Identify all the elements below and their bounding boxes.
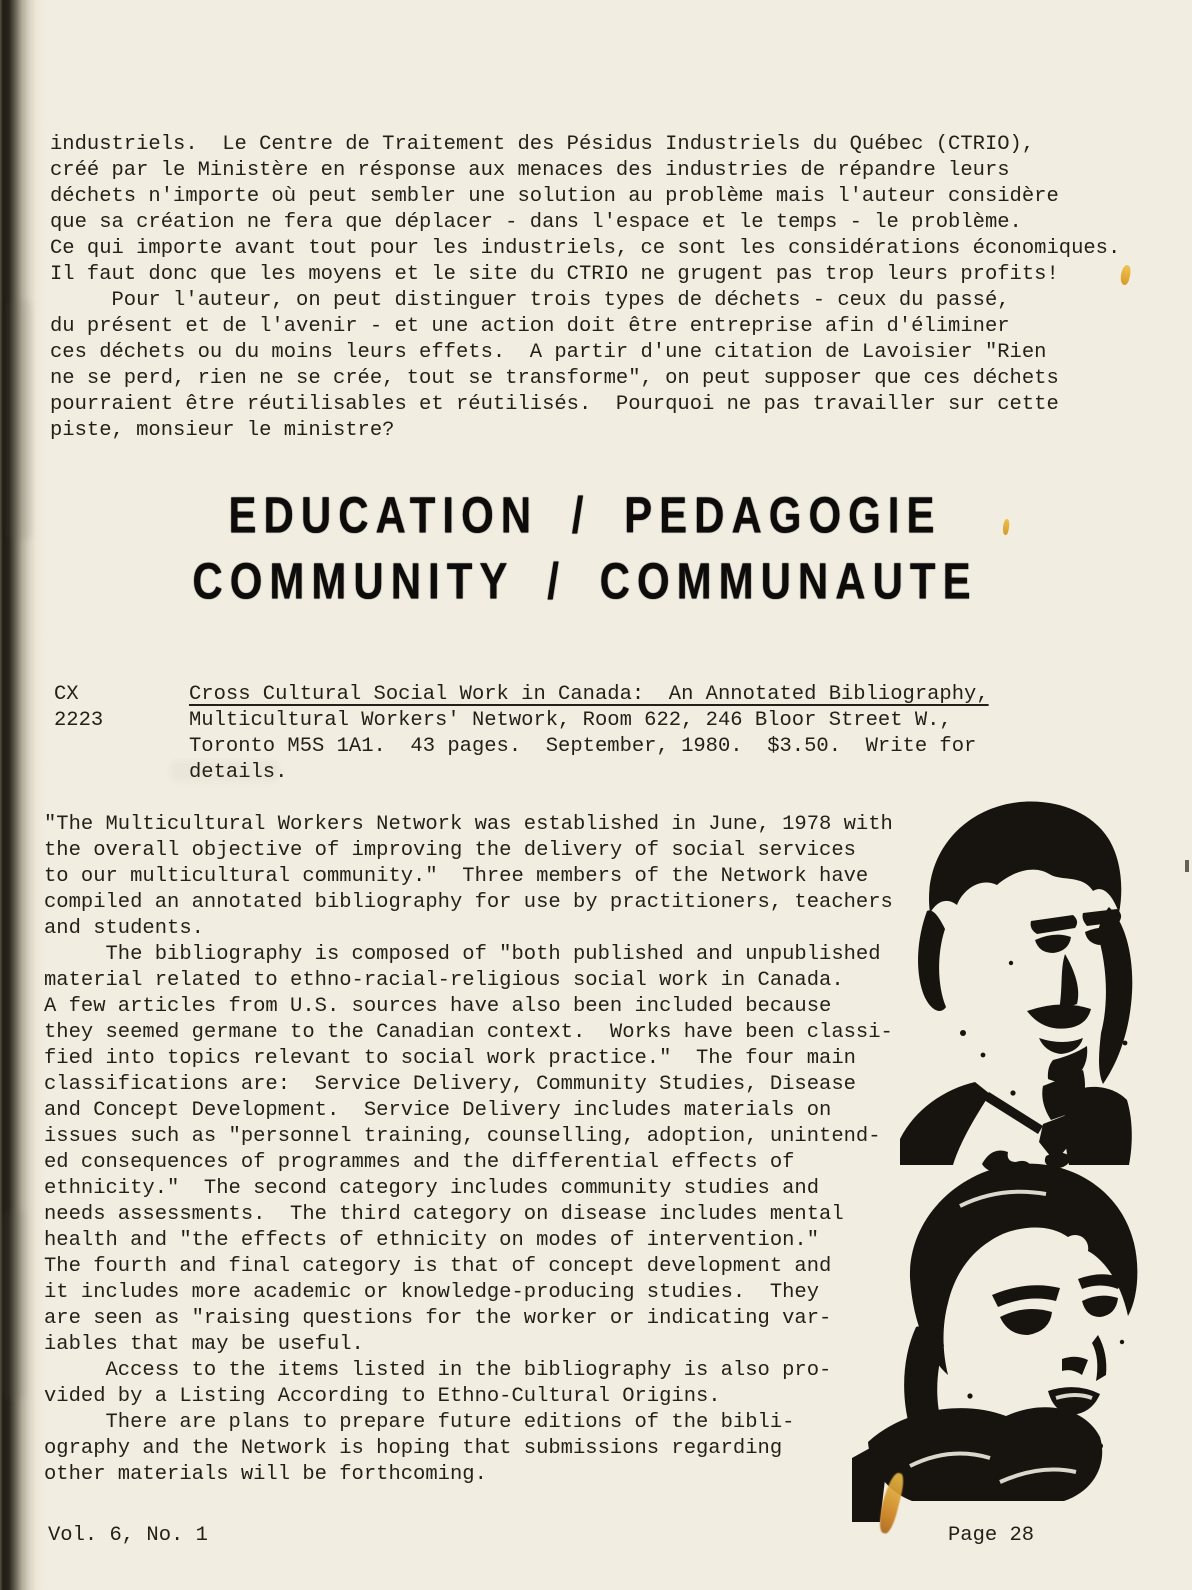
entry-detail-line: Multicultural Workers' Network, Room 622, 246 Bloor Street W., [189,709,952,732]
french-article-ctrio [50,132,1120,444]
body-line: ethnicity." The second category includes community studies and [44,1177,820,1200]
body-line: and students. [44,917,204,940]
body-line: "The Multicultural Workers Network was established in June, 1978 with [44,813,893,836]
article-line: ces déchets ou du moins leurs effets. A partir d'une citation de Lavoisier "Rien [50,341,1047,364]
body-line: the overall objective of improving the delivery of social services [44,839,856,862]
portrait-woman-illustration [850,1146,1150,1522]
body-line: The bibliography is composed of "both published and unpublished [44,943,881,966]
article-line: piste, monsieur le ministre? [50,419,395,442]
article-line: Ce qui importe avant tout pour les industriels, ce sont les considérations économiques. [50,237,1121,260]
article-line: pourraient être réutilisables et réutilisés. Pourquoi ne pas travailler sur cette [50,393,1059,416]
article-line: Pour l'auteur, on peut distinguer trois types de déchets - ceux du passé, [50,289,1010,312]
entry-code-prefix: CX [54,683,79,706]
article-line: industriels. Le Centre de Traitement des Pésidus Industriels du Québec (CTRIO), [50,133,1035,156]
entry-code-number: 2223 [54,709,104,732]
section-heading-line1: EDUCATION / PEDAGOGIE [228,486,942,544]
article-line: ne se perd, rien ne se crée, tout se transforme", on peut supposer que ces déchets [50,367,1059,390]
body-line: needs assessments. The third category on disease includes mental [44,1203,844,1226]
body-line: ed consequences of programmes and the differential effects of [44,1151,795,1174]
article-line: créé par le Ministère en résponse aux menaces des industries de répandre leurs [50,159,1010,182]
body-line: ography and the Network is hoping that submissions regarding [44,1437,783,1460]
entry-citation [189,682,989,786]
footer-page-number: Page 28 [948,1524,1035,1547]
body-line: material related to ethno-racial-religious social work in Canada. [44,969,844,992]
article-line: déchets n'importe où peut sembler une solution au problème mais l'auteur considère [50,185,1059,208]
article-line: du présent et de l'avenir - et une action doit être entreprise afin d'éliminer [50,315,1010,338]
portrait-man-illustration [893,793,1165,1165]
entry-title: Cross Cultural Social Work in Canada: An Annotated Bibliography, [189,683,989,706]
yellow-ink-fleck [1119,264,1132,285]
body-line: classifications are: Service Delivery, Community Studies, Disease [44,1073,856,1096]
body-line: health and "the effects of ethnicity on modes of intervention." [44,1229,820,1252]
entry-code [54,682,103,734]
entry-details [189,708,989,786]
body-line: vided by a Listing According to Ethno-Cultural Origins. [44,1385,721,1408]
annotation-body-text [44,812,893,1488]
body-line: other materials will be forthcoming. [44,1463,487,1486]
body-line: to our multicultural community." Three members of the Network have [44,865,869,888]
scan-edge-speck [1185,860,1189,872]
ink-bleedthrough [2,1210,26,1400]
entry-detail-line: Toronto M5S 1A1. 43 pages. September, 1980. $3.50. Write for [189,735,977,758]
footer-volume: Vol. 6, No. 1 [48,1524,208,1547]
body-line: The fourth and final category is that of concept development and [44,1255,832,1278]
body-line: issues such as "personnel training, counselling, adoption, unintend- [44,1125,881,1148]
body-line: they seemed germane to the Canadian context. Works have been classi- [44,1021,893,1044]
article-line: Il faut donc que les moyens et le site du CTRIO ne grugent pas trop leurs profits! [50,263,1059,286]
body-line: it includes more academic or knowledge-producing studies. They [44,1281,820,1304]
article-line: que sa création ne fera que déplacer - dans l'espace et le temps - le problème. [50,211,1022,234]
body-line: are seen as "raising questions for the worker or indicating var- [44,1307,832,1330]
body-line: A few articles from U.S. sources have also been included because [44,995,832,1018]
body-line: compiled an annotated bibliography for use by practitioners, teachers [44,891,893,914]
entry-detail-line: details. [189,761,288,784]
section-heading-line2: COMMUNITY / COMMUNAUTE [192,552,978,610]
body-line: There are plans to prepare future editions of the bibli- [44,1411,795,1434]
body-line: fied into topics relevant to social work practice." The four main [44,1047,856,1070]
body-line: and Concept Development. Service Delivery includes materials on [44,1099,832,1122]
body-line: Access to the items listed in the bibliography is also pro- [44,1359,832,1382]
body-line: iables that may be useful. [44,1333,364,1356]
